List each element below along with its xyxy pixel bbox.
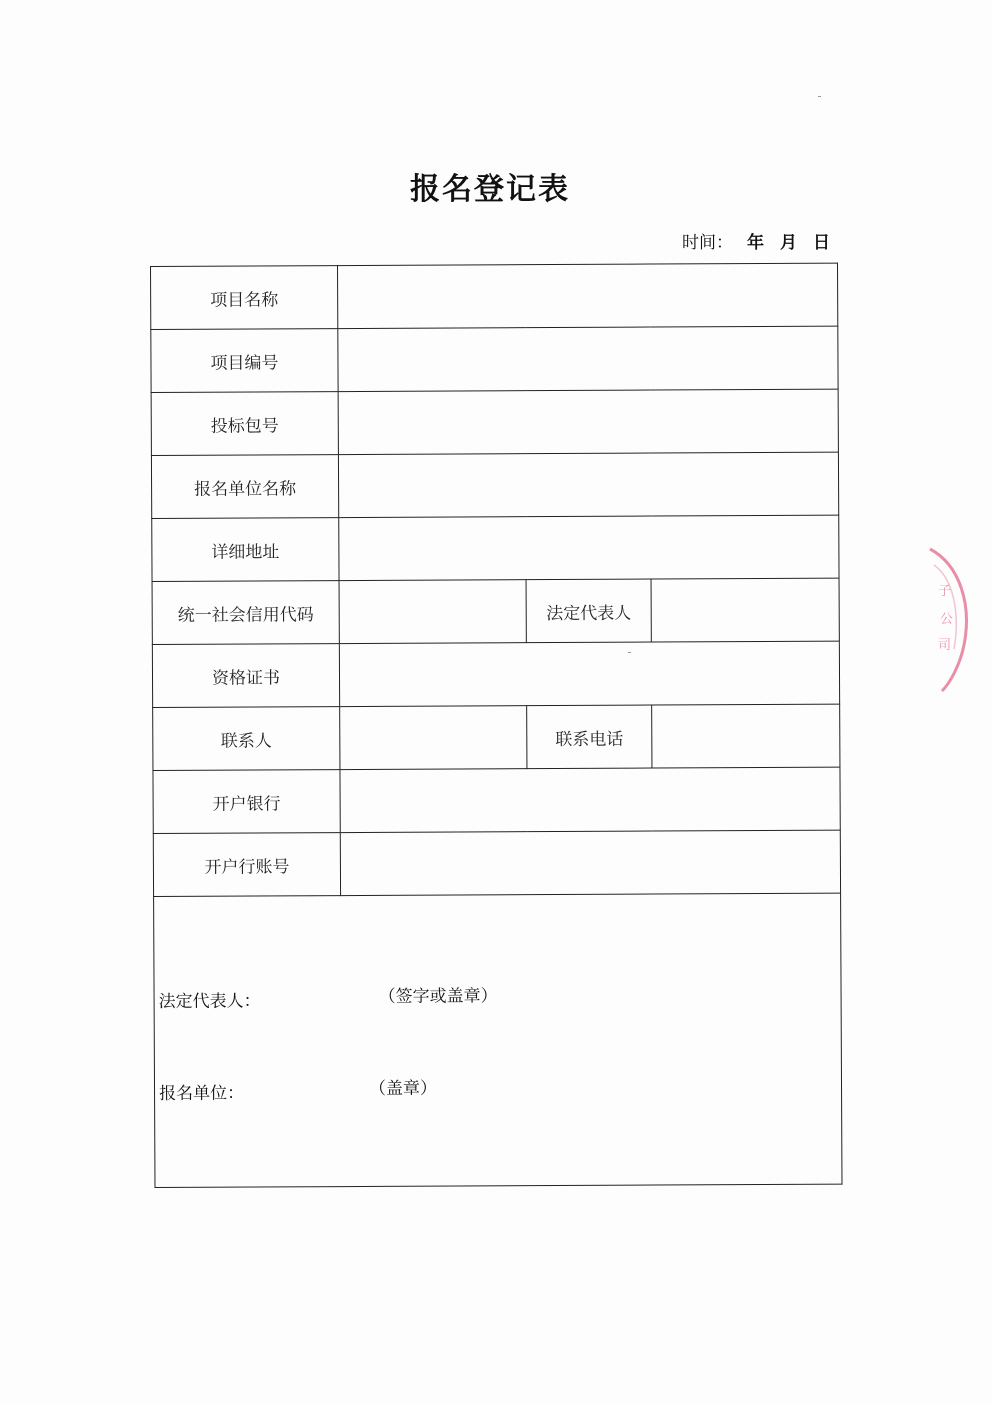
table-row [151,389,838,455]
seal-stamp-image [920,545,980,695]
svg-text:子: 子 [938,584,952,599]
form-title: 报名登记表 [410,172,570,207]
label-applicant-name: 报名单位名称 [151,455,338,519]
field-contact-phone[interactable] [652,704,840,768]
field-address[interactable] [339,515,839,580]
field-account[interactable] [340,830,840,895]
field-bid-package[interactable] [338,389,838,454]
label-qualification: 资格证书 [152,644,339,708]
table-row [151,326,838,392]
month-unit: 月 [780,233,797,253]
field-project-number[interactable] [338,326,838,391]
field-project-name[interactable] [338,263,838,328]
label-contact: 联系人 [153,707,340,771]
field-contact[interactable] [340,706,527,770]
label-project-name: 项目名称 [151,266,338,330]
legal-rep-signature-line [158,986,498,1012]
label-project-number: 项目编号 [151,329,338,393]
unit-seal-label: 报名单位： [158,1083,245,1104]
scan-speck [628,652,631,653]
table-row [151,452,838,518]
date-label: 时间： [682,233,733,253]
label-legal-rep: 法定代表人 [526,579,651,643]
unit-seal-line [158,1078,438,1104]
table-row [152,641,839,707]
label-bank: 开户银行 [153,770,340,834]
label-account: 开户行账号 [153,833,340,897]
field-applicant-name[interactable] [338,452,838,517]
day-unit: 日 [813,233,830,253]
table-row [153,704,840,770]
legal-rep-signature-label: 法定代表人： [158,991,261,1012]
date-line [682,228,846,253]
table-row [153,830,840,896]
label-address: 详细地址 [152,518,339,582]
table-row [152,515,839,581]
svg-text:司: 司 [938,638,952,653]
label-credit-code: 统一社会信用代码 [152,581,339,645]
scan-speck [818,96,821,97]
year-unit: 年 [747,233,764,253]
legal-rep-signature-note: （签字或盖章） [378,986,498,1007]
signature-row [154,893,842,1187]
table-row [151,263,838,329]
unit-seal-note: （盖章） [368,1078,438,1099]
field-bank[interactable] [340,767,840,832]
field-credit-code[interactable] [339,580,526,644]
label-contact-phone: 联系电话 [527,705,652,769]
table-row [153,767,840,833]
label-bid-package: 投标包号 [151,392,338,456]
signature-area [154,893,842,1187]
svg-text:公: 公 [940,612,954,627]
registration-table [150,263,842,1188]
field-legal-rep[interactable] [651,578,839,642]
table-row [152,578,839,644]
field-qualification[interactable] [339,641,839,706]
